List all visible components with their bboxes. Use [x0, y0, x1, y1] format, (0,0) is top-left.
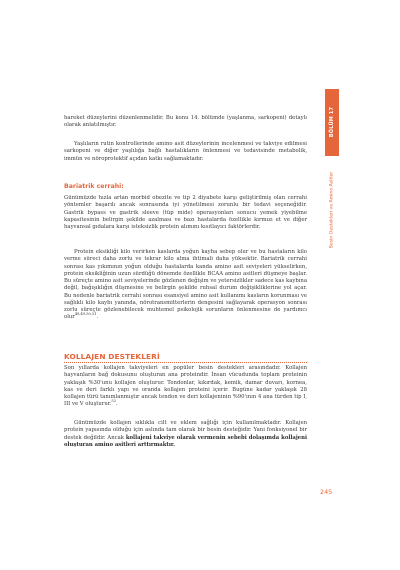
- collagen-paragraph-1: Son yıllarda kollajen takviyeleri en popüler besin destekleri arasındadır. Kollajen hayvanların bağ dokusunu oluşturan ana proteindir. İnsan vücudunda toplam proteinin yaklaşık %30'unu kollajen oluşturur. Tendonlar, kıkırdak, kemik, damar duvarı, kornea, kas ve deri farklı yapı ve oranda kollajen proteini içerir. Bugüne kadar yaklaşık 28 kollajen türü tanımlanmıştır ancak tendon ve deri kollajeninin %90'ının 4 ana türden tip I, III ve V oluşturur.$^{52}$.: [64, 365, 307, 408]
- collagen-paragraph-2-text: Günümüzde kollajen sıklıkla cilt ve eklem sağlığı için kullanılmaktadır. Kollajen protein yapısında olduğu için aslında tam olarak bir besin desteğidir. Yani fonksiyonel bir destek değildir. Ancak: [64, 420, 307, 441]
- bariatric-references: 48,49,50,51: [74, 312, 97, 317]
- collagen-emphasis: kollajeni takviye olarak vermenin sebebi dolaşımda kollajeni oluşturan amino asitleri arttırmaktır.: [64, 434, 307, 448]
- collagen-paragraph-1-body: Son yıllarda kollajen takviyeleri en popüler besin destekleri arasındadır. Kollajen hayvanların bağ dokusunu oluşturan ana proteindir. İnsan vücudunda toplam proteinin yaklaşık %30'unu kollajen oluşturur. Tendonlar, kıkırdak, kemik, damar duvarı, kornea, kas ve deri farklı yapı ve oranda kollajen proteini içerir. Bugüne kadar yaklaşık 28 kollajen türü tanımlanmıştır ancak tendon ve deri kollajeninin %90'ının 4 ana türden tip I, III ve V oluşturur.: [64, 365, 307, 408]
- intro-paragraph-1: hareket düzeylerini düzenlenmelidir. Bu konu 14. bölümde (yaşlanma, sarkopeni) detaylı olarak anlatılmıştır.: [64, 115, 307, 129]
- bariatric-paragraph-2-text: Protein eksikliği kilo verirken kaslarda yoğun kayba sebep olur ve bu hastaların kilo verme süreci daha zorlu ve tekrar kilo alma ihtimali daha yüksektir. Bariatrik cerrahi sonrası kas yıkımının yoğun olduğu hastalarda kanda amino asit seviyeleri yükselirken, protein eksikliğinin uzun sürdüğü dönemde özellikle BCAA amino asitleri düşmeye başlar. Bu süreçte amino asit seviyelerinde gözlenen değişim ve yetersizlikler sadece kas kaybına değil, bağışıklığın düşmesine ve belirgin şekilde ruhsal durum değişikliklerine yol açar. Bu nedenle bariatrik cerrahi sonrası esansiyel amino asit kullanımı kasların korunması ve sağlıklı kilo kaybı yanında, nörotransmitterlerin dengesini sağlayarak operasyon sonrası zorlu süreçte gözlenebilecek muhtemel psikolojik sorunların önlenmesine de yardımcı olur: [64, 249, 307, 321]
- bariatric-heading: Bariatrik cerrahi:: [64, 183, 124, 190]
- bariatric-paragraph-2: Protein eksikliği kilo verirken kaslarda yoğun kayba sebep olur ve bu hastaların kilo verme süreci daha zorlu ve tekrar kilo alma ihtimali daha yüksektir. Bariatrik cerrahi sonrası kas yıkımının yoğun olduğu hastalarda kanda amino asit seviyeleri yükselirken, protein eksikliğinin uzun sürdüğü dönemde özellikle BCAA amino asitleri düşmeye başlar. Bu süreçte amino asit seviyelerinde gözlenen değişim ve yetersizlikler sadece kas kaybına değil, bağışıklığın düşmesine ve belirgin şekilde ruhsal durum değişikliklerine yol açar. Bu nedenle bariatrik cerrahi sonrası esansiyel amino asit kullanımı kasların korunması ve sağlıklı kilo kaybı yanında, nörotransmitterlerin dengesini sağlayarak operasyon sonrası zorlu süreçte gözlenebilecek muhtemel psikolojik sorunların önlenmesine de yardımcı olur$^{48,49,50,51}$.: [64, 249, 307, 321]
- chapter-title-caption: Besin Destekleri ve Amino Asitler: [329, 171, 335, 249]
- intro-paragraph-2: Yaşlıların rutin kontrollerinde amino asit düzeylerinin incelenmesi ve takviye edilmesi sarkopeni ve diğer yaşlılığa bağlı hastalıkların önlenmesi ve tedavisinde metabolik, immün ve nöroprotektif açıdan katkı sağlamaktadır.: [64, 141, 307, 162]
- collagen-references: 52: [111, 399, 116, 404]
- collagen-paragraph-2: [64, 420, 307, 449]
- section-divider: [64, 362, 307, 363]
- chapter-tab: [325, 89, 339, 156]
- collagen-heading: KOLLAJEN DESTEKLERİ: [64, 352, 160, 361]
- bariatric-paragraph-1: Günümüzde hızla artan morbid obezite ve tip 2 diyabete karşı geliştirilmiş olan cerrahi yöntemler başarılı ancak sonrasında iyi yönetilmesi zorunlu bir tedavi seçeneğidir. Gastrik bypass ve gastrik sleeve (tüp mide) operasyonları sonucu yemek yiyebilme kapasitesinin belirgin şekilde azalması ve bazı hastalarda özellikle kırmızı et ve diğer hayvansal gıdalara karşı isteksizlik protein alımını kısıtlayıcı faktörlerdir.: [64, 195, 307, 230]
- chapter-label: BÖLÜM 17: [329, 106, 335, 138]
- page-number: 245: [320, 488, 333, 496]
